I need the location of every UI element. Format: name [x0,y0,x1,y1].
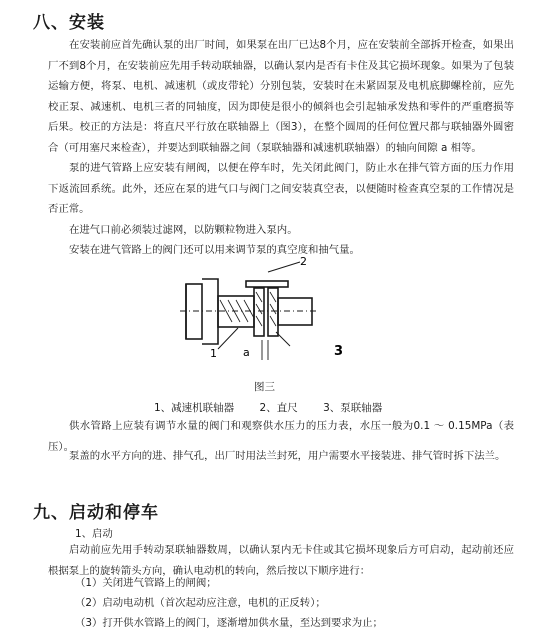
coupling-disc-left [254,288,264,336]
water-supply-paragraph: 供水管路上应装有调节水量的阀门和观察供水压力的压力表，水压一般为0.1 ～ 0.15MPa（表压）。 [48,420,514,453]
start-paragraph: 启动前应先用手转动泵联轴器数周，以确认泵内无卡住或其它损坏现象后方可启动，起动前还应根据泵上的旋转箭头方向，确认电动机的转向，然后按以下顺序进行： [48,544,514,577]
install-paragraph-1: 在安装前应首先确认泵的出厂时间，如果泵在出厂已达8个月，应在安装前全部拆开检查，如果出厂不到8个月，在安装前应先用手转动联轴器，以确认泵内是否有卡住及其它损坏现象。如果为了包装运输方便，将泵、电机、减速机（或皮带轮）分别包装，安装时在未紧固泵及电机底脚螺栓前，应先校正泵、减速机、电机三者的同轴度，因为即使是很小的倾斜也会引起轴承发热和零件的严重磨损等后果。校正的方法是：将直尺平行放在联轴器上（图3），在整个圆周的任何位置尺都与联轴器外圆密合（可用塞尺来检查），并要达到联轴器之间（泵联轴器和减速机联轴器）的轴向间隙 a 相等。 [48,39,514,154]
legend-item-straight-edge: 2、直尺 [259,402,298,414]
coupling-disc-right [268,288,278,336]
straight-edge [246,281,288,287]
start-step-3: （3）打开供水管路上的阀门，逐渐增加供水量，至达到要求为止； [75,617,383,629]
figure-caption: 图三 [254,381,275,393]
callout-3: 3 [334,344,344,359]
reducer-flange [186,284,202,339]
section-8-heading: 八、安装 [33,13,105,33]
pump-shaft [278,298,312,325]
legend-item-pump-coupling: 3、泵联轴器 [323,402,383,414]
install-paragraph-2: 泵的进气管路上应安装有闸阀，以便在停车时，先关闭此阀门，防止水在排气管方面的压力作用下返流回系统。此外，还应在泵的进气口与阀门之间安装真空表，以便随时检查真空泵的工作情况是否正常。 [48,162,514,216]
reducer-coupling-body [202,279,218,344]
install-paragraph-4: 安装在进气管路上的阀门还可以用来调节泵的真空度和抽气量。 [69,244,360,256]
start-step-2: （2）启动电动机（首次起动应注意，电机的正反转）； [75,597,326,609]
callout-a: a [243,346,250,359]
section-9-heading: 九、启动和停车 [33,503,159,523]
legend-item-reducer-coupling: 1、减速机联轴器 [154,402,235,414]
start-step-1: （1）关闭进气管路上的闸阀； [75,577,217,589]
callout-2: 2 [300,255,307,268]
figure-legend [154,400,404,415]
callout-1: 1 [210,347,217,360]
install-paragraph-3: 在进气口前必须装过滤网，以防颗粒物进入泵内。 [69,224,298,236]
start-subheading: 1、启动 [75,528,113,540]
flange-paragraph: 泵盖的水平方向的进、排气孔，出厂时用法兰封死，用户需要水平接装进、排气管时拆下法兰。 [69,450,506,462]
